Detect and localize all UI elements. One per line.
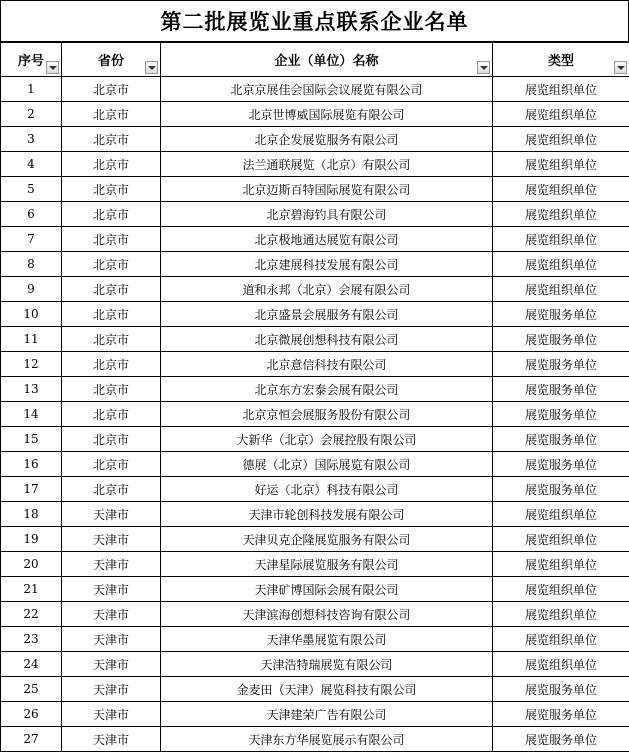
- sheet-title: 第二批展览业重点联系企业名单: [0, 0, 629, 42]
- cell-company-name[interactable]: 北京京展佳会国际会议展览有限公司: [161, 77, 493, 102]
- cell-type[interactable]: 展览组织单位: [493, 202, 629, 227]
- cell-company-name[interactable]: 天津建荣广告有限公司: [161, 702, 493, 727]
- cell-serial-no[interactable]: 13: [1, 377, 62, 402]
- cell-company-name[interactable]: 北京企发展览服务有限公司: [161, 127, 493, 152]
- cell-province[interactable]: 北京市: [62, 377, 161, 402]
- cell-company-name[interactable]: 道和永邦（北京）会展有限公司: [161, 277, 493, 302]
- table-row: [1, 677, 629, 702]
- table-row: [1, 527, 629, 552]
- filter-dropdown-icon[interactable]: [477, 61, 490, 74]
- cell-company-name[interactable]: 天津市轮创科技发展有限公司: [161, 502, 493, 527]
- cell-type[interactable]: 展览组织单位: [493, 252, 629, 277]
- table-row: [1, 177, 629, 202]
- cell-company-name[interactable]: 金麦田（天津）展览科技有限公司: [161, 677, 493, 702]
- cell-province[interactable]: 北京市: [62, 252, 161, 277]
- cell-province[interactable]: 北京市: [62, 302, 161, 327]
- cell-province[interactable]: 北京市: [62, 427, 161, 452]
- cell-serial-no[interactable]: 12: [1, 352, 62, 377]
- cell-type[interactable]: 展览组织单位: [493, 577, 629, 602]
- cell-province[interactable]: 北京市: [62, 127, 161, 152]
- cell-type[interactable]: 展览服务单位: [493, 452, 629, 477]
- cell-serial-no[interactable]: 11: [1, 327, 62, 352]
- table-row: [1, 377, 629, 402]
- cell-company-name[interactable]: 北京极地通达展览有限公司: [161, 227, 493, 252]
- cell-type[interactable]: 展览组织单位: [493, 127, 629, 152]
- cell-type[interactable]: 展览组织单位: [493, 277, 629, 302]
- cell-serial-no[interactable]: 18: [1, 502, 62, 527]
- cell-serial-no[interactable]: 20: [1, 552, 62, 577]
- cell-province[interactable]: 北京市: [62, 402, 161, 427]
- cell-serial-no[interactable]: 17: [1, 477, 62, 502]
- header-company-name-label: 企业（单位）名称: [274, 54, 379, 69]
- cell-serial-no[interactable]: 19: [1, 527, 62, 552]
- table-row: [1, 152, 629, 177]
- cell-type[interactable]: 展览组织单位: [493, 652, 629, 677]
- cell-type[interactable]: 展览组织单位: [493, 602, 629, 627]
- cell-serial-no[interactable]: 5: [1, 177, 62, 202]
- filter-dropdown-icon[interactable]: [145, 61, 158, 74]
- cell-province[interactable]: 天津市: [62, 552, 161, 577]
- table-row: [1, 77, 629, 102]
- header-row: [1, 43, 629, 77]
- cell-type[interactable]: 展览服务单位: [493, 477, 629, 502]
- cell-serial-no[interactable]: 7: [1, 227, 62, 252]
- cell-serial-no[interactable]: 14: [1, 402, 62, 427]
- table-row: [1, 302, 629, 327]
- cell-type[interactable]: 展览服务单位: [493, 377, 629, 402]
- cell-company-name[interactable]: 北京意信科技有限公司: [161, 352, 493, 377]
- cell-company-name[interactable]: 好运（北京）科技有限公司: [161, 477, 493, 502]
- table-row: [1, 352, 629, 377]
- table-row: [1, 627, 629, 652]
- cell-province[interactable]: 北京市: [62, 452, 161, 477]
- cell-company-name[interactable]: 法兰通联展览（北京）有限公司: [161, 152, 493, 177]
- cell-province[interactable]: 天津市: [62, 652, 161, 677]
- table-row: [1, 202, 629, 227]
- header-province-label: 省份: [97, 54, 124, 69]
- cell-serial-no[interactable]: 26: [1, 702, 62, 727]
- cell-province[interactable]: 天津市: [62, 702, 161, 727]
- cell-company-name[interactable]: 天津星际展览服务有限公司: [161, 552, 493, 577]
- cell-serial-no[interactable]: 9: [1, 277, 62, 302]
- table-row: [1, 427, 629, 452]
- cell-province[interactable]: 北京市: [62, 327, 161, 352]
- cell-serial-no[interactable]: 25: [1, 677, 62, 702]
- cell-province[interactable]: 北京市: [62, 102, 161, 127]
- cell-province[interactable]: 天津市: [62, 577, 161, 602]
- cell-type[interactable]: 展览服务单位: [493, 427, 629, 452]
- cell-type[interactable]: 展览服务单位: [493, 352, 629, 377]
- table-row: [1, 402, 629, 427]
- table-row: [1, 277, 629, 302]
- table-row: [1, 727, 629, 752]
- cell-type[interactable]: 展览组织单位: [493, 102, 629, 127]
- cell-province[interactable]: 北京市: [62, 202, 161, 227]
- filter-dropdown-icon[interactable]: [46, 61, 59, 74]
- cell-company-name[interactable]: 天津贝克企隆展览服务有限公司: [161, 527, 493, 552]
- cell-province[interactable]: 北京市: [62, 77, 161, 102]
- cell-province[interactable]: 北京市: [62, 152, 161, 177]
- cell-type[interactable]: 展览组织单位: [493, 527, 629, 552]
- cell-company-name[interactable]: 北京京恒会展服务股份有限公司: [161, 402, 493, 427]
- table-row: [1, 227, 629, 252]
- header-province: [62, 43, 161, 77]
- table-row: [1, 502, 629, 527]
- cell-province[interactable]: 北京市: [62, 352, 161, 377]
- cell-serial-no[interactable]: 10: [1, 302, 62, 327]
- cell-province[interactable]: 天津市: [62, 627, 161, 652]
- cell-province[interactable]: 北京市: [62, 177, 161, 202]
- cell-serial-no[interactable]: 1: [1, 77, 62, 102]
- cell-province[interactable]: 天津市: [62, 527, 161, 552]
- header-serial-no-label: 序号: [17, 54, 44, 69]
- cell-company-name[interactable]: 北京盛景会展服务有限公司: [161, 302, 493, 327]
- cell-type[interactable]: 展览组织单位: [493, 152, 629, 177]
- cell-serial-no[interactable]: 27: [1, 727, 62, 752]
- cell-serial-no[interactable]: 22: [1, 602, 62, 627]
- cell-company-name[interactable]: 北京迈斯百特国际展览有限公司: [161, 177, 493, 202]
- cell-serial-no[interactable]: 6: [1, 202, 62, 227]
- cell-serial-no[interactable]: 21: [1, 577, 62, 602]
- cell-type[interactable]: 展览组织单位: [493, 627, 629, 652]
- cell-type[interactable]: 展览组织单位: [493, 177, 629, 202]
- cell-province[interactable]: 北京市: [62, 227, 161, 252]
- cell-serial-no[interactable]: 15: [1, 427, 62, 452]
- cell-company-name[interactable]: 天津华墨展览有限公司: [161, 627, 493, 652]
- cell-company-name[interactable]: 北京微展创想科技有限公司: [161, 327, 493, 352]
- cell-province[interactable]: 北京市: [62, 477, 161, 502]
- cell-company-name[interactable]: 天津浩特瑞展览有限公司: [161, 652, 493, 677]
- table-row: [1, 327, 629, 352]
- cell-type[interactable]: 展览组织单位: [493, 77, 629, 102]
- cell-company-name[interactable]: 北京世博威国际展览有限公司: [161, 102, 493, 127]
- table-row: [1, 702, 629, 727]
- cell-serial-no[interactable]: 23: [1, 627, 62, 652]
- table-row: [1, 127, 629, 152]
- cell-type[interactable]: 展览服务单位: [493, 302, 629, 327]
- cell-company-name[interactable]: 北京建展科技发展有限公司: [161, 252, 493, 277]
- cell-type[interactable]: 展览组织单位: [493, 502, 629, 527]
- cell-serial-no[interactable]: 16: [1, 452, 62, 477]
- cell-type[interactable]: 展览服务单位: [493, 402, 629, 427]
- cell-company-name[interactable]: 德展（北京）国际展览有限公司: [161, 452, 493, 477]
- cell-province[interactable]: 北京市: [62, 277, 161, 302]
- cell-province[interactable]: 天津市: [62, 727, 161, 752]
- cell-company-name[interactable]: 北京东方宏泰会展有限公司: [161, 377, 493, 402]
- header-type: [493, 43, 629, 77]
- cell-type[interactable]: 展览服务单位: [493, 727, 629, 752]
- cell-type[interactable]: 展览组织单位: [493, 227, 629, 252]
- company-table: [0, 42, 629, 752]
- cell-type[interactable]: 展览组织单位: [493, 552, 629, 577]
- table-row: [1, 552, 629, 577]
- cell-serial-no[interactable]: 3: [1, 127, 62, 152]
- cell-province[interactable]: 天津市: [62, 502, 161, 527]
- cell-type[interactable]: 展览服务单位: [493, 702, 629, 727]
- cell-type[interactable]: 展览服务单位: [493, 327, 629, 352]
- table-row: [1, 252, 629, 277]
- table-row: [1, 452, 629, 477]
- cell-company-name[interactable]: 北京碧海钓具有限公司: [161, 202, 493, 227]
- cell-serial-no[interactable]: 2: [1, 102, 62, 127]
- cell-company-name[interactable]: 天津东方华展览展示有限公司: [161, 727, 493, 752]
- header-company-name: [161, 43, 493, 77]
- table-row: [1, 477, 629, 502]
- table-row: [1, 652, 629, 677]
- cell-company-name[interactable]: 大新华（北京）会展控股有限公司: [161, 427, 493, 452]
- cell-province[interactable]: 天津市: [62, 677, 161, 702]
- cell-serial-no[interactable]: 24: [1, 652, 62, 677]
- cell-company-name[interactable]: 天津矿博国际会展有限公司: [161, 577, 493, 602]
- cell-company-name[interactable]: 天津滨海创想科技咨询有限公司: [161, 602, 493, 627]
- header-type-label: 类型: [547, 54, 574, 69]
- cell-type[interactable]: 展览服务单位: [493, 677, 629, 702]
- filter-dropdown-icon[interactable]: [614, 61, 627, 74]
- cell-province[interactable]: 天津市: [62, 602, 161, 627]
- header-serial-no: [1, 43, 62, 77]
- table-row: [1, 102, 629, 127]
- cell-serial-no[interactable]: 4: [1, 152, 62, 177]
- cell-serial-no[interactable]: 8: [1, 252, 62, 277]
- table-body: [1, 77, 629, 752]
- table-row: [1, 577, 629, 602]
- table-row: [1, 602, 629, 627]
